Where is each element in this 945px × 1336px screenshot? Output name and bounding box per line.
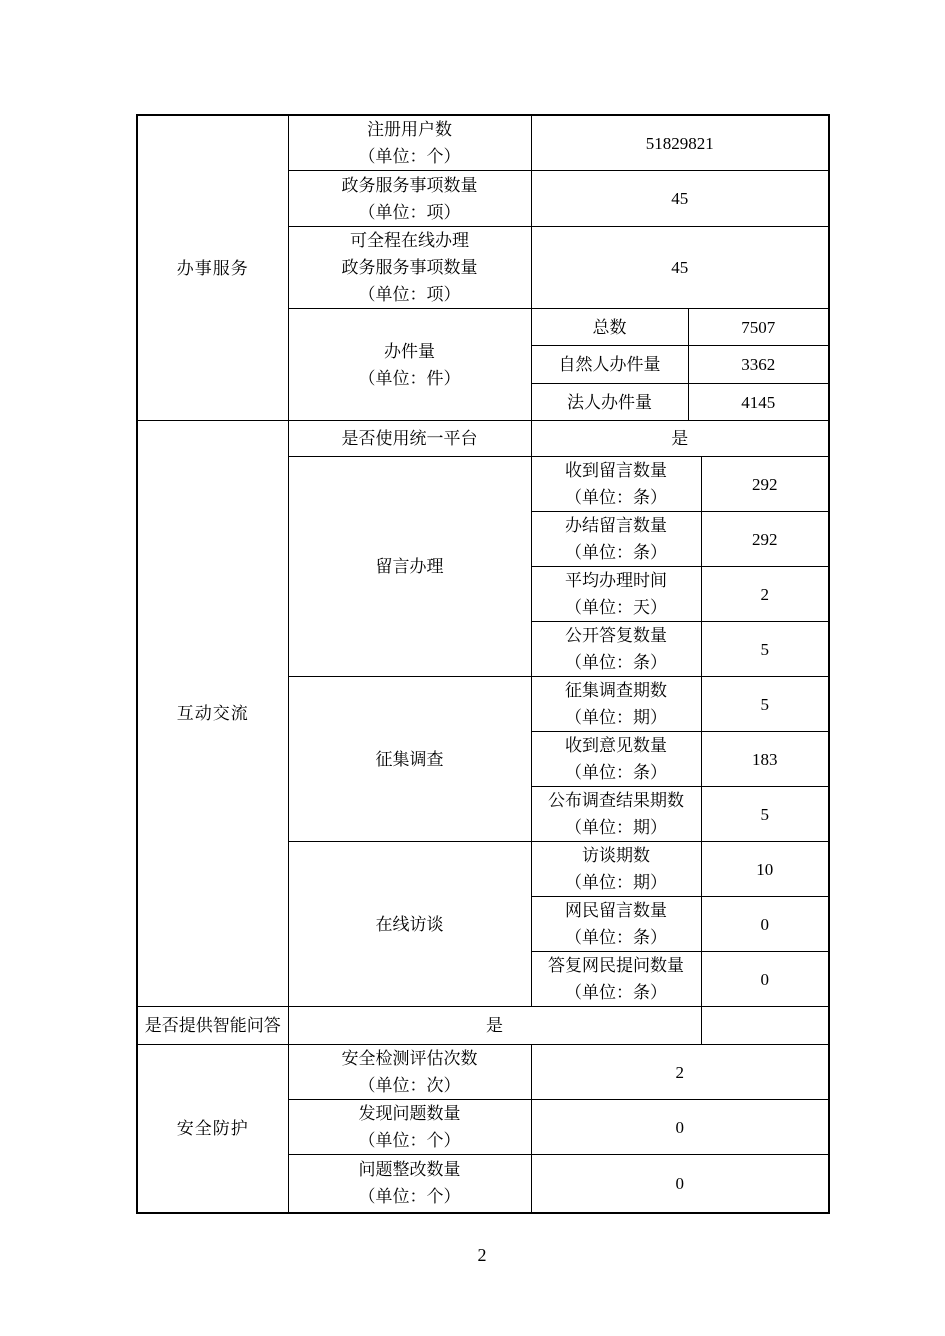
row-unit-text: （单位：个） bbox=[358, 1187, 461, 1207]
subrow-value-cell: 292 bbox=[701, 457, 829, 512]
subrow-label-cell bbox=[531, 567, 701, 622]
group-label-cell: 留言办理 bbox=[288, 457, 531, 677]
subrow-value-cell: 10 bbox=[701, 842, 829, 897]
table-row bbox=[137, 115, 829, 171]
subrow-label-cell bbox=[531, 622, 701, 677]
subrow-unit-text: （单位：条） bbox=[565, 488, 667, 507]
row-label-text: 发现问题数量 bbox=[358, 1104, 461, 1123]
subrow-label-cell: 总数 bbox=[531, 309, 688, 346]
subrow-value-cell: 0 bbox=[701, 952, 829, 1007]
subrow-label-text: 网民留言数量 bbox=[565, 901, 667, 920]
row-label-cell bbox=[288, 1100, 531, 1155]
report-table bbox=[136, 114, 830, 1214]
row-value-cell: 51829821 bbox=[531, 115, 829, 171]
subrow-label-text: 公布调查结果期数 bbox=[548, 791, 684, 810]
page-number: 2 bbox=[477, 1245, 487, 1265]
row-label-cell: 是否使用统一平台 bbox=[288, 421, 531, 457]
table-row bbox=[137, 1045, 829, 1100]
row-label-text: 可全程在线办理 bbox=[350, 231, 469, 250]
subrow-value-cell: 5 bbox=[701, 677, 829, 732]
subrow-label-cell bbox=[531, 457, 701, 512]
subrow-label-text: 收到意见数量 bbox=[565, 736, 667, 755]
row-label-cell bbox=[288, 1155, 531, 1213]
group-label-cell: 征集调查 bbox=[288, 677, 531, 842]
table-row bbox=[137, 421, 829, 457]
subrow-label-text: 访谈期数 bbox=[582, 846, 650, 865]
row-label-cell bbox=[288, 171, 531, 227]
row-label-text: 政务服务事项数量 bbox=[341, 175, 478, 195]
subrow-label-text: 公开答复数量 bbox=[565, 626, 667, 645]
subrow-label-text: 征集调查期数 bbox=[565, 681, 667, 700]
subrow-label-text: 收到留言数量 bbox=[565, 461, 667, 480]
subrow-unit-text: （单位：条） bbox=[565, 653, 667, 672]
subrow-label-text: 办结留言数量 bbox=[565, 516, 667, 535]
subrow-label-cell bbox=[531, 842, 701, 897]
subrow-value-cell: 3362 bbox=[688, 346, 829, 384]
subrow-value-cell: 292 bbox=[701, 512, 829, 567]
row-unit-text: （单位：个） bbox=[358, 1131, 461, 1150]
row-label-text: 问题整改数量 bbox=[358, 1160, 461, 1180]
subrow-unit-text: （单位：条） bbox=[565, 543, 667, 562]
subrow-label-cell bbox=[531, 897, 701, 952]
row-unit-text: （单位：次） bbox=[358, 1076, 461, 1095]
row-value-cell: 是 bbox=[531, 421, 829, 457]
subrow-label-cell: 法人办件量 bbox=[531, 384, 688, 421]
row-label-text: 安全检测评估次数 bbox=[341, 1049, 478, 1068]
subrow-unit-text: （单位：条） bbox=[565, 763, 667, 782]
row-label-text: 政务服务事项数量 bbox=[341, 258, 478, 277]
subrow-value-cell: 183 bbox=[701, 732, 829, 787]
section-cell-interaction: 互动交流 bbox=[137, 421, 288, 1007]
group-unit-text: （单位：件） bbox=[358, 368, 461, 388]
subrow-label-cell: 自然人办件量 bbox=[531, 346, 688, 384]
row-label-cell bbox=[288, 115, 531, 171]
subrow-value-cell: 5 bbox=[701, 622, 829, 677]
row-label-text: 注册用户数 bbox=[367, 120, 452, 139]
group-label-cell: 在线访谈 bbox=[288, 842, 531, 1007]
row-value-cell: 45 bbox=[531, 227, 829, 309]
row-unit-text: （单位：个） bbox=[358, 147, 461, 166]
subrow-value-cell: 5 bbox=[701, 787, 829, 842]
section-cell-security: 安全防护 bbox=[137, 1045, 288, 1213]
subrow-value-cell: 4145 bbox=[688, 384, 829, 421]
subrow-label-cell bbox=[531, 677, 701, 732]
row-label-cell: 是否提供智能问答 bbox=[137, 1007, 288, 1045]
row-value-cell: 是 bbox=[288, 1007, 701, 1045]
subrow-unit-text: （单位：条） bbox=[565, 928, 667, 947]
table-row bbox=[137, 1007, 829, 1045]
row-value-cell: 0 bbox=[531, 1100, 829, 1155]
subrow-value-cell: 0 bbox=[701, 897, 829, 952]
row-unit-text: （单位：项） bbox=[358, 202, 461, 222]
subrow-label-cell bbox=[531, 732, 701, 787]
subrow-label-text: 答复网民提问数量 bbox=[548, 956, 684, 975]
subrow-label-text: 平均办理时间 bbox=[565, 571, 667, 590]
subrow-label-cell bbox=[531, 787, 701, 842]
row-value-cell: 45 bbox=[531, 171, 829, 227]
row-value-cell: 0 bbox=[531, 1155, 829, 1213]
subrow-value-cell: 2 bbox=[701, 567, 829, 622]
group-label-cell bbox=[288, 309, 531, 421]
row-label-cell bbox=[288, 1045, 531, 1100]
subrow-unit-text: （单位：期） bbox=[565, 708, 667, 727]
section-cell-office-services: 办事服务 bbox=[137, 115, 288, 421]
group-label-text: 办件量 bbox=[384, 341, 435, 361]
row-label-cell bbox=[288, 227, 531, 309]
row-value-cell: 2 bbox=[531, 1045, 829, 1100]
subrow-value-cell: 7507 bbox=[688, 309, 829, 346]
row-unit-text: （单位：项） bbox=[358, 285, 461, 304]
subrow-unit-text: （单位：条） bbox=[565, 983, 667, 1002]
subrow-unit-text: （单位：期） bbox=[565, 873, 667, 892]
subrow-unit-text: （单位：期） bbox=[565, 818, 667, 837]
subrow-label-cell bbox=[531, 512, 701, 567]
subrow-unit-text: （单位：天） bbox=[565, 598, 667, 617]
subrow-label-cell bbox=[531, 952, 701, 1007]
